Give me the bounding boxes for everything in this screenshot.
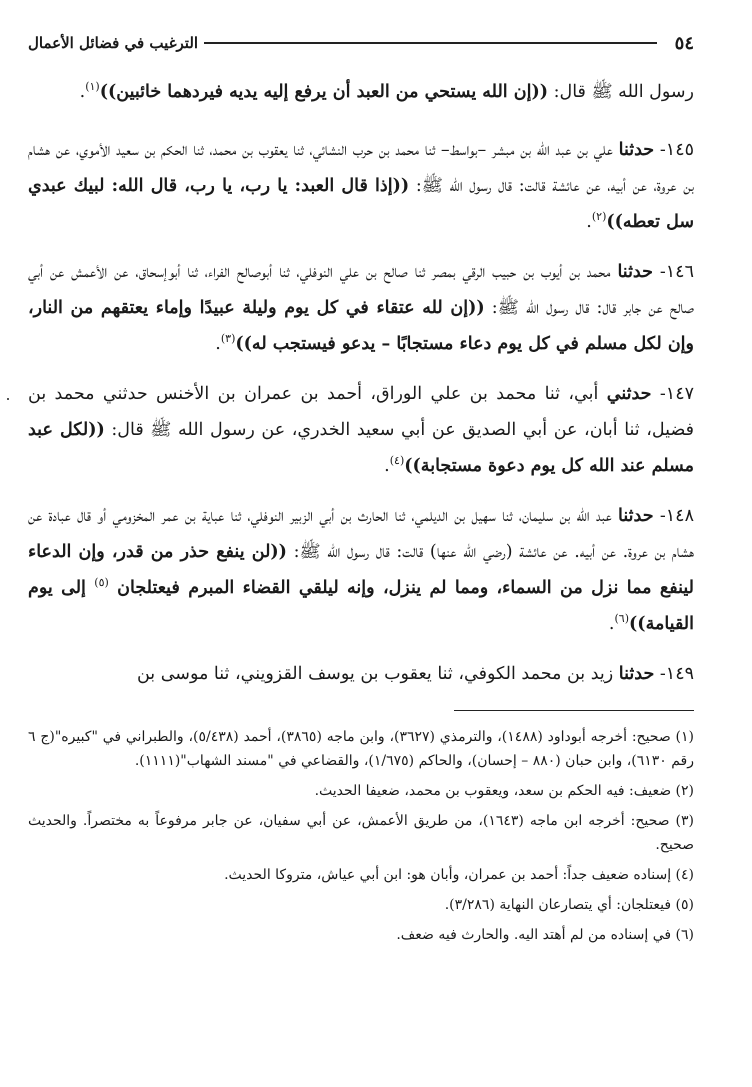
isnad-text: محمد بن أيوب بن حبيب الرقي بمصر ثنا صالح بن علي النوفلي، ثنا أبوصالح الفراء، ثنا أبوإسحاق، عن الأعمش عن أبي صالح عن جابر قال: قال رسول الله ﷺ: <box>28 262 694 318</box>
paragraph-148 <box>28 498 694 642</box>
hadith-text: ((إن لله عتقاء في كل يوم وليلة عبيدًا وإماء يعتقهم من النار، وإن لكل مسلم في كل يوم دعاء مستجابًا – يدعو فيستجب له)) <box>28 298 694 354</box>
isnad-text: أبي، ثنا محمد بن علي الوراق، أحمد بن عمران بن الأخنس حدثني محمد بن فضيل، ثنا أبان، عن أبي الصديق عن أبي سعيد الخدري، عن رسول الله ﷺ قال: <box>28 384 694 440</box>
document-page <box>28 28 694 1068</box>
footnotes <box>28 725 694 947</box>
footnote-3: (٣) صحيح: أخرجه ابن ماجه (١٦٤٣)، من طريق الأعمش، عن أبي سفيان، عن جابر مرفوعاً به مختصراً. والحديث صحيح. <box>28 813 694 853</box>
isnad-text: علي بن عبد الله بن مبشر –بواسط– ثنا محمد بن حرب النشائي، ثنا يعقوب بن محمد، ثنا الحكم بن سعيد الأموي، عن هشام بن عروة، عن أبيه، عن عائشة قالت: قال رسول الله ﷺ: <box>28 140 694 196</box>
footnote-ref[interactable]: (٦) <box>614 612 630 626</box>
hadith-text: ((إذا قال العبد: يا رب، يا رب، قال الله: لبيك عبدي سل تعطه)) <box>28 176 694 232</box>
header-rule <box>204 42 657 44</box>
chain-lead: حدثنا <box>618 664 655 684</box>
end-mark: . <box>384 456 390 476</box>
footnote-4: (٤) إسناده ضعيف جداً: أحمد بن عمران، وأبان هو: ابن أبي عياش، متروكا الحديث. <box>224 867 694 883</box>
paragraph-144-tail <box>28 74 694 110</box>
chain-lead: حدثنا <box>618 140 655 160</box>
page-number: ٥٤ <box>674 32 694 54</box>
footnote-6: (٦) في إسناده من لم أهتد اليه. والحارث فيه ضعف. <box>396 927 694 943</box>
hadith-number: ١٤٦- <box>659 262 694 282</box>
footnote-ref[interactable]: (٤) <box>389 454 405 468</box>
isnad-text: عبد الله بن سليمان، ثنا سهيل بن الديلمي، ثنا الحارث بن أبي الزبير النوفلي، ثنا عباية بن عمر المخزومي أو قال عبادة عن هشام بن عروة. عن أبيه. عن عائشة (رضي الله عنها) قالت: قال رسول الله ﷺ: <box>28 506 695 562</box>
chain-lead: حدثني <box>606 384 652 404</box>
running-title: الترغيب في فضائل الأعمال <box>28 34 199 52</box>
chain-lead: حدثنا <box>617 262 653 282</box>
scan-speck <box>7 398 9 400</box>
paragraph-146 <box>28 254 694 362</box>
end-mark: . <box>586 212 592 232</box>
footnote-2: (٢) ضعيف: فيه الحكم بن سعد، ويعقوب بن محمد، ضعيفا الحديث. <box>314 783 694 799</box>
footnote-separator <box>454 710 694 711</box>
end-mark: . <box>608 614 615 634</box>
page-header <box>28 28 694 58</box>
isnad-text: زيد بن محمد الكوفي، ثنا يعقوب بن يوسف القزويني، ثنا موسى بن <box>136 664 619 684</box>
end-mark: . <box>79 82 86 102</box>
paragraph-149 <box>28 656 694 692</box>
hadith-number: ١٤٨- <box>659 506 694 526</box>
footnote-5: (٥) فيعتلجان: أي يتصارعان النهاية (٣/٢٨٦). <box>444 897 694 913</box>
paragraph-147 <box>28 376 694 484</box>
hadith-number: ١٤٥- <box>659 140 694 160</box>
footnote-1: (١) صحيح: أخرجه أبوداود (١٤٨٨)، والترمذي (٣٦٢٧)، وابن ماجه (٣٨٦٥)، أحمد (٥/٤٣٨)، والطبراني في "كبيره"(ج ٦ رقم ٦١٣٠)، وابن حبان (٨٨٠ – إحسان)، والحاكم (١/٦٧٥)، والقضاعي في "مسند الشهاب"(١١١١). <box>28 729 695 769</box>
hadith-text: ((لكل عبد مسلم عند الله كل يوم دعوة مستجابة)) <box>28 420 694 476</box>
paragraph-145 <box>28 132 694 240</box>
hadith-number: ١٤٩- <box>659 664 694 684</box>
intro-text: رسول الله ﷺ قال: <box>548 82 694 102</box>
end-mark: . <box>215 334 221 354</box>
hadith-text: ((إن الله يستحي من العبد أن يرفع إليه يديه فيردهما خائبين)) <box>99 82 549 102</box>
footnote-ref[interactable]: (٣) <box>220 332 236 346</box>
footnote-ref[interactable]: (١) <box>85 80 100 94</box>
chain-lead: حدثنا <box>618 506 654 526</box>
hadith-text-continued: إلى يوم القيامة)) <box>28 578 694 634</box>
footnote-ref[interactable]: (٢) <box>591 210 607 224</box>
main-text <box>28 74 694 692</box>
footnote-ref[interactable]: (٥) <box>94 576 109 590</box>
hadith-text: ((لن ينفع حذر من قدر، وإن الدعاء لينفع مما نزل من السماء، ومما لم ينزل، وإنه ليلقي القضاء المبرم فيعتلجان <box>28 542 694 598</box>
hadith-number: ١٤٧- <box>659 384 694 404</box>
